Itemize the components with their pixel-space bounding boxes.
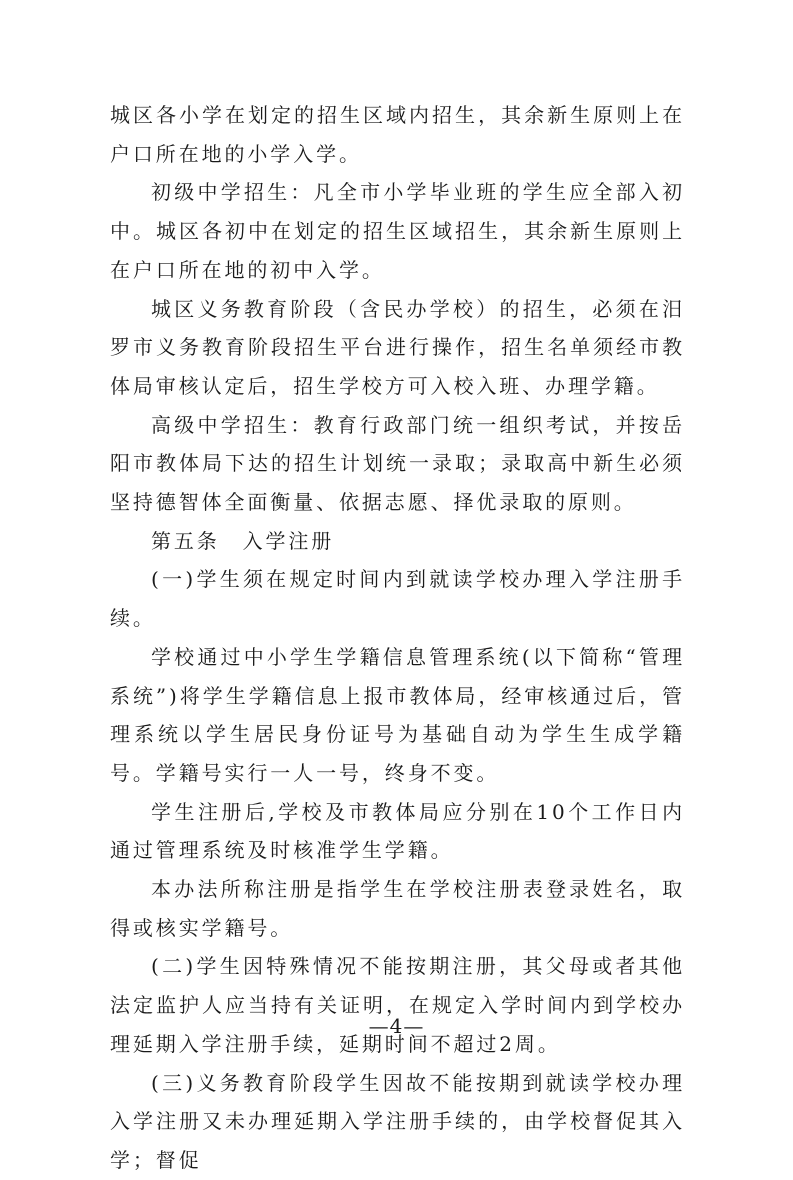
- paragraph-verification: 学生注册后,学校及市教体局应分别在10个工作日内通过管理系统及时核准学生学籍。: [110, 799, 685, 863]
- paragraph-registration-1: (一)学生须在规定时间内到就读学校办理入学注册手续。: [110, 567, 685, 631]
- paragraph-senior-high-school: 高级中学招生：教育行政部门统一组织考试，并按岳阳市教体局下达的招生计划统一录取；录取高中新生必须坚持德智体全面衡量、依据志愿、择优录取的原则。: [110, 412, 685, 515]
- paragraph-registration-2: (二)学生因特殊情况不能按期注册，其父母或者其他法定监护人应当持有关证明，在规定入学时间内到学校办理延期入学注册手续，延期时间不超过2周。: [110, 954, 685, 1056]
- page-number: —4—: [368, 1014, 425, 1038]
- paragraph-management-system: 学校通过中小学生学籍信息管理系统(以下简称“管理系统”)将学生学籍信息上报市教体局，经审核通过后，管理系统以学生居民身份证号为基础自动为学生生成学籍号。学籍号实行一人一号，终身不变。: [110, 644, 685, 785]
- paragraph-primary-school-zones: 城区各小学在划定的招生区域内招生，其余新生原则上在户口所在地的小学入学。: [110, 103, 685, 166]
- paragraph-registration-definition: 本办法所称注册是指学生在学校注册表登录姓名，取得或核实学籍号。: [110, 877, 685, 940]
- paragraph-enrollment-platform: 城区义务教育阶段（含民办学校）的招生，必须在汨罗市义务教育阶段招生平台进行操作，招生名单须经市教体局审核认定后，招生学校方可入校入班、办理学籍。: [110, 296, 685, 398]
- paragraph-junior-middle-school: 初级中学招生：凡全市小学毕业班的学生应全部入初中。城区各初中在划定的招生区域招生，其余新生原则上在户口所在地的初中入学。: [110, 180, 685, 282]
- article-5-heading: 第五条 入学注册: [151, 528, 335, 553]
- paragraph-registration-3: (三)义务教育阶段学生因故不能按期到就读学校办理入学注册又未办理延期入学注册手续的，由学校督促其入学；督促: [110, 1070, 685, 1172]
